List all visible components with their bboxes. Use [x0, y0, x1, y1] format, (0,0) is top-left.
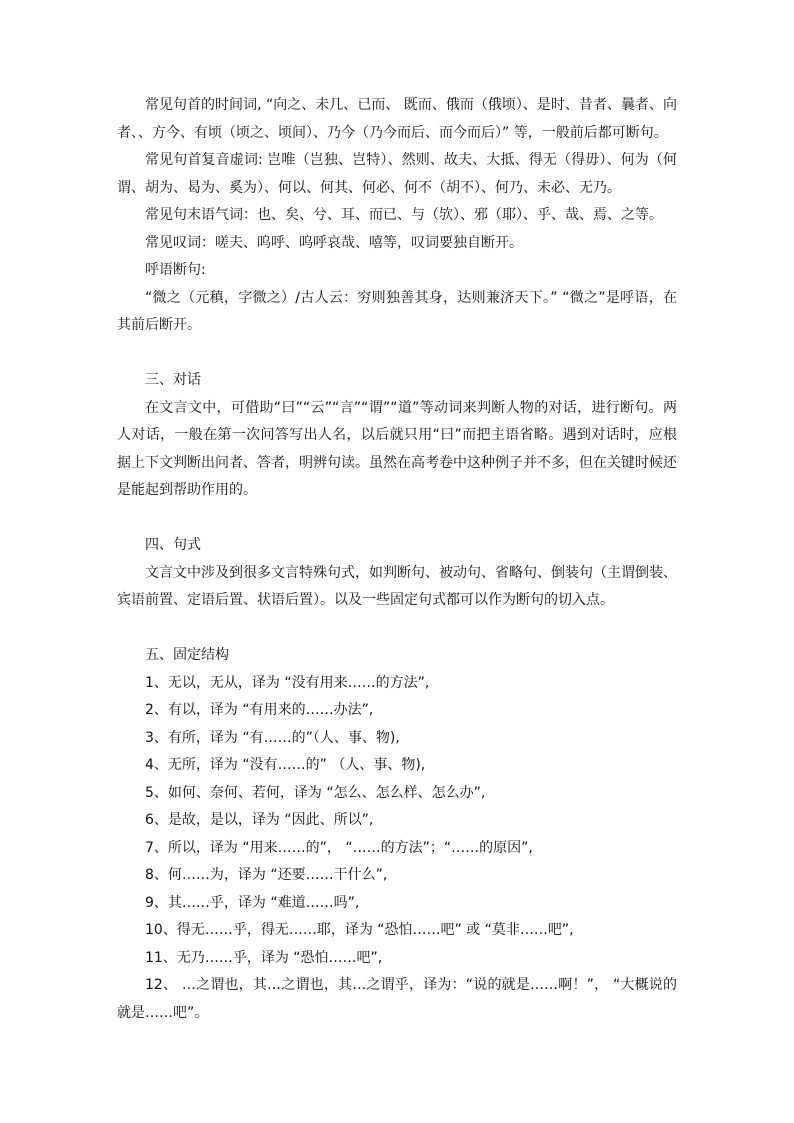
section-heading-fixed-structures: 五、固定结构	[145, 647, 229, 663]
spacer	[117, 505, 677, 533]
fixed-structure-list	[117, 670, 677, 1028]
spacer	[117, 340, 677, 368]
section-heading-dialogue: 三、对话	[145, 372, 201, 388]
list-item: 3、有所，译为 “有……的”（人、事、物),	[145, 729, 400, 746]
list-item: 7、所以，译为 “用来……的”， “……的方法”；“……的原因”,	[145, 839, 533, 856]
document-page	[117, 92, 677, 1027]
list-item: 5、如何、奈何、若何，译为 “怎么、怎么样、怎么办”,	[145, 784, 486, 801]
list-item: 8、何……为，译为 “还要……干什么”,	[145, 867, 388, 883]
paragraph-vocative-example: “微之（元稹，字微之）/古人云：穷则独善其身，达则兼济天下。” “微之”是呼语，在其前后断开。	[117, 289, 677, 333]
list-item: 10、得无……乎，得无……耶，译为 “恐怕……吧” 或 “莫非……吧”,	[145, 922, 574, 938]
paragraph-final-particles: 常见句末语气词：也、矣、兮、耳、而已、与（欤）、邪（耶）、乎、哉、焉、之等。	[145, 207, 663, 223]
list-item: 1、无以，无从，译为 “没有用来……的方法”,	[145, 674, 430, 691]
list-item: 12、 …之谓也，其…之谓也，其…之谓乎，译为：“说的就是……啊！”， “大概说的就是……吧”。	[117, 977, 677, 1021]
paragraph-compound-particles: 常见句首复音虚词: 岂唯（岂独、岂特）、然则、故夫、大抵、得无（得毋）、何为（何谓、胡为、曷为、奚为）、何以、何其、何必、何不（胡不）、何乃、未必、无乃。	[117, 152, 677, 196]
paragraph-time-words: 常见句首的时间词, “向之、未几、已而、 既而、俄而（俄顷）、是时、昔者、曩者、向者、、方今、有顷（顷之、顷间）、乃今（乃今而后、而今而后）” 等，一般前后都可断句。	[117, 97, 677, 141]
paragraph-vocative-heading: 呼语断句:	[145, 262, 206, 278]
list-item: 2、有以，译为 “有用来的……办法”,	[145, 702, 374, 718]
paragraph-syntax: 文言文中涉及到很多文言特殊句式，如判断句、被动句、省略句、倒装句（主谓倒装、宾语前置、定语后置、状语后置）。以及一些固定句式都可以作为断句的切入点。	[117, 564, 677, 608]
paragraph-dialogue: 在文言文中，可借助“曰”“云”“言”“谓”“道”等动词来判断人物的对话，进行断句。两人对话，一般在第一次问答写出人名，以后就只用“曰”而把主语省略。遇到对话时，应根据上下文判断出问者、答者，明辨句读。虽然在高考卷中这种例子并不多，但在关键时候还是能起到帮助作用的。	[117, 399, 677, 498]
list-item: 9、其……乎，译为 “难道……吗”,	[145, 894, 360, 911]
spacer	[117, 615, 677, 643]
section-heading-syntax: 四、句式	[145, 537, 201, 553]
list-item: 11、无乃……乎，译为 “恐怕……吧”,	[145, 949, 383, 966]
list-item: 4、无所，译为 “没有……的” （人、事、物),	[145, 757, 426, 773]
paragraph-interjections: 常见叹词：嗟夫、呜呼、呜呼哀哉、嘻等，叹词要独自断开。	[145, 234, 523, 251]
list-item: 6、是故，是以，译为 “因此、所以”,	[145, 812, 374, 828]
